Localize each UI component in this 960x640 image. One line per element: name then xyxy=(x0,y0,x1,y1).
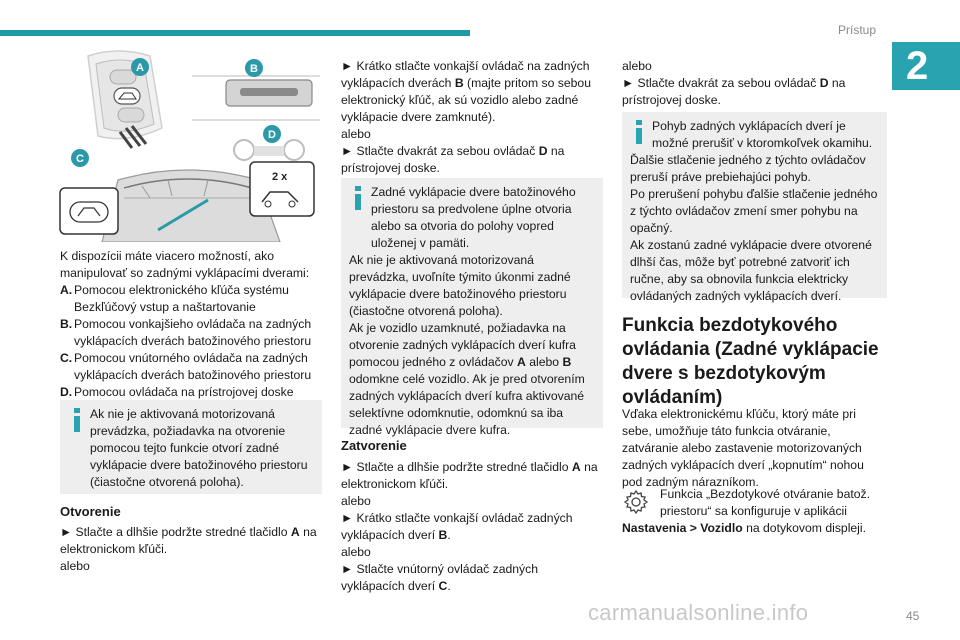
exterior-step: ► Krátko stlačte vonkajší ovládač na zadných vyklápacích dverách B (majte pritom so sebou elektronický kľúč, ak sú vozidlo alebo zadné vyklápacie dvere zamknuté). xyxy=(341,59,591,124)
or-text: alebo xyxy=(341,127,371,141)
list-item: B. Pomocou vonkajšieho ovládača na zadných vyklápacích dverách batožinového priestoru xyxy=(60,317,312,348)
svg-text:A: A xyxy=(136,62,144,74)
svg-text:2 x: 2 x xyxy=(272,171,288,183)
figure-controls xyxy=(58,48,322,242)
closing-step: ► Stlačte vnútorný ovládač zadných vyklápacích dverí C. xyxy=(341,562,539,593)
list-item: D. Pomocou ovládača na prístrojovej doske xyxy=(60,385,294,399)
dashboard-step: ► Stlačte dvakrát za sebou ovládač D na prístrojovej doske. xyxy=(341,144,565,175)
double-press-inset xyxy=(250,162,314,216)
dashboard-step: ► Stlačte dvakrát za sebou ovládač D na prístrojovej doske. xyxy=(622,76,846,107)
header-accent-bar xyxy=(0,30,470,36)
section-title: Prístup xyxy=(838,23,877,37)
opening-heading: Otvorenie xyxy=(60,504,121,519)
control-list xyxy=(60,282,322,401)
key-fob-illustration xyxy=(88,51,162,148)
section-heading: Funkcia bezdotykového ovládania (Zadné vyklápacie dvere s bezdotykovým ovládaním) xyxy=(622,315,879,408)
dashboard-switch-illustration xyxy=(234,140,304,160)
closing-step: ► Krátko stlačte vonkajší ovládač zadných vyklápacích dverí B. xyxy=(341,511,573,542)
page-number: 45 xyxy=(906,609,920,623)
or-text: alebo xyxy=(341,494,371,508)
svg-text:B: B xyxy=(250,63,258,75)
opening-step: ► Stlačte a dlhšie podržte stredné tlačidlo A na elektronickom kľúči. xyxy=(60,525,317,556)
or-text: alebo xyxy=(60,559,90,573)
svg-text:C: C xyxy=(76,153,84,165)
watermark: carmanualsonline.info xyxy=(588,600,809,625)
list-item: A. Pomocou elektronického kľúča systému Bezkľúčový vstup a naštartovanie xyxy=(60,283,289,314)
info-note: Zadné vyklápacie dvere batožinového priestoru sa predvolene úplne otvoria alebo sa otvoria do polohy vopred uloženej v pamäti. Ak nie je aktivovaná motorizovaná prevádzka, uvoľníte týmito úkonmi zadné vyklápacie dvere batožinového priestoru (čiastočne otvorená poloha). Ak je vozidlo uzamknuté, požiadavka na otvorenie zadných vyklápacích dverí kufra pomocou jedného z ovládačov A alebo B odomkne celé vozidlo. Ak je pred otvorením zadných vyklápacích dverí kufra aktivované selektívne odomknutie, odomknú sa iba zadné vyklápacie dvere kufra. xyxy=(341,178,603,428)
exterior-switch-illustration xyxy=(192,76,320,120)
svg-text:D: D xyxy=(268,129,276,141)
list-item: C. Pomocou vnútorného ovládača na zadných vyklápacích dverách batožinového priestoru xyxy=(60,351,312,382)
or-text: alebo xyxy=(341,545,371,559)
closing-step: ► Stlačte a dlhšie podržte stredné tlačidlo A na elektronickom kľúči. xyxy=(341,460,598,491)
badge-b xyxy=(245,59,263,77)
interior-button-inset xyxy=(60,188,118,234)
badge-d xyxy=(263,125,281,143)
info-note: Ak nie je aktivovaná motorizovaná prevádzka, požiadavka na otvorenie pomocou tejto funkcie otvorí zadné vyklápacie dvere batožinového priestoru (čiastočne otvorená poloha). xyxy=(60,400,322,494)
badge-a xyxy=(131,58,149,76)
info-icon xyxy=(349,185,367,211)
intro-paragraph: K dispozícii máte viacero možností, ako manipulovať so zadnými vyklápacími dverami: xyxy=(60,249,310,280)
info-icon xyxy=(630,119,648,145)
info-note: Pohyb zadných vyklápacích dverí je možné prerušiť v ktoromkoľvek okamihu. Ďalšie stlačenie jedného z týchto ovládačov preruší práve prebiehajúci pohyb. Po prerušení pohybu ďalšie stlačenie jedného z týchto ovládačov zmení smer pohybu na opačný. Ak zostanú zadné vyklápacie dvere otvorené dlhší čas, môže byť potrebné zatvoriť ich ručne, aby sa obnovila funkcia elektricky ovládaných zadných vyklápacích dverí. xyxy=(622,112,887,298)
chapter-tab: 2 xyxy=(892,42,960,90)
closing-heading: Zatvorenie xyxy=(341,438,407,453)
or-text: alebo xyxy=(622,59,652,73)
settings-paragraph: Funkcia „Bezdotykové otváranie batož. priestoru“ sa konfiguruje v aplikácii Nastavenia > Vozidlo na dotykovom displeji. xyxy=(622,487,871,535)
settings-gear-icon xyxy=(622,488,650,516)
badge-c xyxy=(71,149,89,167)
info-icon xyxy=(68,407,86,433)
hands-free-paragraph: Vďaka elektronickému kľúču, ktorý máte pri sebe, umožňuje táto funkcia otváranie, zatváranie alebo zastavenie motorizovaných zadných vyklápacích dverí „kopnutím“ nohou pod zadným nárazníkom. xyxy=(622,407,864,489)
